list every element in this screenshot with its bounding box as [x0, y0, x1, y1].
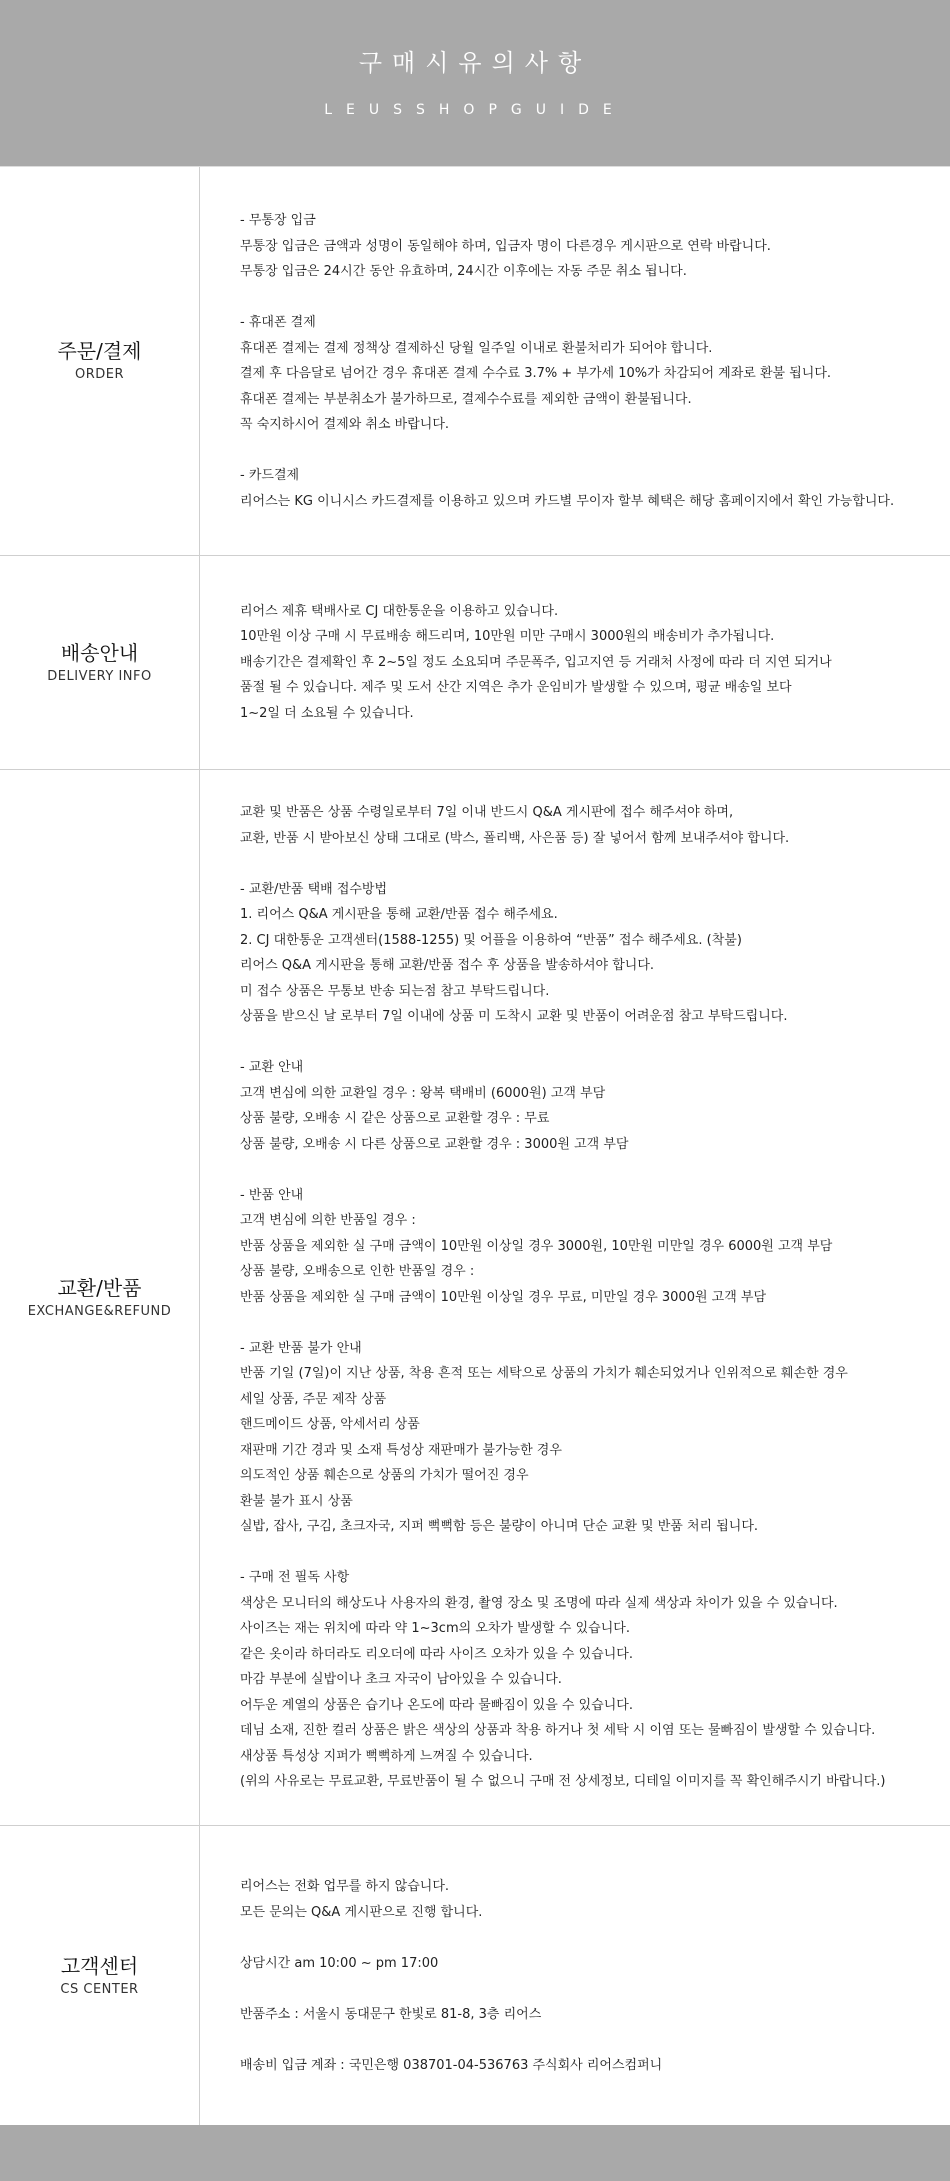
text-line: 휴대폰 결제는 결제 정책상 결제하신 당월 일주일 이내로 환불처리가 되어야 합니다. [240, 340, 713, 356]
text-line: 색상은 모니터의 해상도나 사용자의 환경, 촬영 장소 및 조명에 따라 실제 색상과 차이가 있을 수 있습니다. [240, 1595, 838, 1611]
text-line: 품절 될 수 있습니다. 제주 및 도서 산간 지역은 추가 운임비가 발생할 수 있으며, 평균 배송일 보다 [240, 680, 792, 696]
text-line: 마감 부분에 실밥이나 초크 자국이 남아있을 수 있습니다. [240, 1672, 562, 1688]
text-line: 휴대폰 결제는 부분취소가 불가하므로, 결제수수료를 제외한 금액이 환불됩니다. [240, 391, 692, 407]
text-line: 배송비 입금 계좌 : 국민은행 038701-04-536763 주식회사 리어스컴퍼니 [240, 2057, 663, 2073]
text-line: - 반품 안내 [240, 1187, 304, 1203]
section-body [200, 167, 950, 555]
blank-line [240, 1157, 930, 1183]
section-order [0, 167, 950, 556]
section-cs-center [0, 1826, 950, 2126]
text-line: 실밥, 잡사, 구김, 초크자국, 지퍼 뻑뻑함 등은 불량이 아니며 단순 교환 및 반품 처리 됩니다. [240, 1519, 759, 1535]
section-body [200, 1826, 950, 2126]
text-line: 리어스는 전화 업무를 하지 않습니다. [240, 1879, 450, 1894]
section-heading [0, 1826, 200, 2126]
text-line: 어두운 계열의 상품은 습기나 온도에 따라 물빠짐이 있을 수 있습니다. [240, 1697, 633, 1713]
section-heading [0, 770, 200, 1825]
section-title-ko: 고객센터 [60, 1954, 139, 1978]
text-line: 미 접수 상품은 무통보 반송 되는점 참고 부탁드립니다. [240, 983, 550, 999]
section-body [200, 770, 950, 1825]
text-line: 1~2일 더 소요될 수 있습니다. [240, 705, 414, 721]
text-line: 사이즈는 재는 위치에 따라 약 1~3cm의 오차가 발생할 수 있습니다. [240, 1621, 630, 1637]
text-line: - 교환 반품 불가 안내 [240, 1340, 362, 1356]
text-line: 환불 불가 표시 상품 [240, 1493, 353, 1509]
text-line: 무통장 입금은 금액과 성명이 동일해야 하며, 입금자 명이 다른경우 게시판으로 연락 바랍니다. [240, 238, 771, 254]
text-line: 배송기간은 결제확인 후 2~5일 정도 소요되며 주문폭주, 입고지연 등 거래처 사정에 따라 더 지연 되거나 [240, 654, 832, 670]
guide-sections [0, 166, 950, 2126]
text-line: 리어스는 KG 이니시스 카드결제를 이용하고 있으며 카드별 무이자 할부 혜택은 해당 홈페이지에서 확인 가능합니다. [240, 493, 895, 509]
blank-line [240, 851, 930, 877]
text-line: 핸드메이드 상품, 악세서리 상품 [240, 1417, 420, 1433]
section-title-ko: 주문/결제 [57, 339, 142, 363]
section-body [200, 556, 950, 769]
section-title-en: ORDER [74, 367, 125, 382]
text-line: 세일 상품, 주문 제작 상품 [240, 1391, 387, 1407]
section-heading [0, 167, 200, 555]
text-line: - 무통장 입금 [240, 213, 316, 228]
blank-line [240, 438, 930, 464]
text-line: 상품 불량, 오배송 시 다른 상품으로 교환할 경우 : 3000원 고객 부담 [240, 1136, 629, 1152]
section-title-ko: 배송안내 [60, 640, 139, 665]
section-title-en: CS CENTER [60, 1982, 139, 1997]
text-line: 재판매 기간 경과 및 소재 특성상 재판매가 불가능한 경우 [240, 1442, 562, 1458]
text-line: 꼭 숙지하시어 결제와 취소 바랍니다. [240, 417, 450, 432]
text-line: (위의 사유로는 무료교환, 무료반품이 될 수 없으니 구매 전 상세정보, 디테일 이미지를 꼭 확인해주시기 바랍니다.) [240, 1774, 886, 1790]
section-title-en: EXCHANGE&REFUND [27, 1303, 172, 1319]
text-line: 교환, 반품 시 받아보신 상태 그대로 (박스, 폴리백, 사은품 등) 잘 넣어서 함께 보내주셔야 합니다. [240, 830, 790, 846]
section-title-en: DELIVERY INFO [47, 668, 152, 684]
text-line: 1. 리어스 Q&A 게시판을 통해 교환/반품 접수 해주세요. [240, 907, 558, 923]
text-line: 데님 소재, 진한 컬러 상품은 밝은 색상의 상품과 착용 하거나 첫 세탁 시 이염 또는 물빠짐이 발생할 수 있습니다. [240, 1723, 876, 1739]
section-heading [0, 556, 200, 769]
page-footer-bar [0, 2125, 950, 2181]
text-line: 결제 후 다음달로 넘어간 경우 휴대폰 결제 수수료 3.7% + 부가세 10%가 차감되어 계좌로 환불 됩니다. [240, 366, 832, 381]
section-delivery [0, 556, 950, 770]
text-line: - 구매 전 필독 사항 [240, 1570, 350, 1586]
text-line: 상담시간 am 10:00 ~ pm 17:00 [240, 1955, 439, 1971]
blank-line [240, 1540, 930, 1566]
text-line: 10만원 이상 구매 시 무료배송 해드리며, 10만원 미만 구매시 3000원의 배송비가 추가됩니다. [240, 629, 775, 645]
text-line: 리어스 Q&A 게시판을 통해 교환/반품 접수 후 상품을 발송하셔야 합니다. [240, 958, 655, 974]
text-line: 상품 불량, 오배송 시 같은 상품으로 교환할 경우 : 무료 [240, 1111, 550, 1127]
text-line: 고객 변심에 의한 반품일 경우 : [240, 1213, 416, 1229]
blank-line [240, 1030, 930, 1056]
blank-line [240, 285, 930, 311]
text-line: 새상품 특성상 지퍼가 뻑뻑하게 느껴질 수 있습니다. [240, 1748, 533, 1764]
text-line: 상품을 받으신 날 로부터 7일 이내에 상품 미 도착시 교환 및 반품이 어려운점 참고 부탁드립니다. [240, 1009, 788, 1025]
blank-line [240, 2027, 930, 2053]
text-line: 모든 문의는 Q&A 게시판으로 진행 합니다. [240, 1904, 483, 1920]
section-title-ko: 교환/반품 [57, 1275, 142, 1300]
text-line: 무통장 입금은 24시간 동안 유효하며, 24시간 이후에는 자동 주문 취소 됩니다. [240, 264, 687, 279]
text-line: 상품 불량, 오배송으로 인한 반품일 경우 : [240, 1264, 475, 1280]
text-line: 고객 변심에 의한 교환일 경우 : 왕복 택배비 (6000원) 고객 부담 [240, 1085, 606, 1101]
text-line: 반품주소 : 서울시 동대문구 한빛로 81-8, 3층 리어스 [240, 2006, 542, 2022]
blank-line [240, 1925, 930, 1951]
blank-line [240, 1310, 930, 1336]
text-line: - 교환 안내 [240, 1060, 304, 1076]
blank-line [240, 1976, 930, 2002]
text-line: 반품 상품을 제외한 실 구매 금액이 10만원 이상일 경우 3000원, 10만원 미만일 경우 6000원 고객 부담 [240, 1238, 833, 1254]
section-exchange-refund [0, 770, 950, 1826]
text-line: 반품 기일 (7일)이 지난 상품, 착용 흔적 또는 세탁으로 상품의 가치가 훼손되었거나 인위적으로 훼손한 경우 [240, 1366, 848, 1382]
page-subtitle: LEUSSHOPGUIDE [324, 102, 626, 118]
text-line: 반품 상품을 제외한 실 구매 금액이 10만원 이상일 경우 무료, 미만일 경우 3000원 고객 부담 [240, 1289, 767, 1305]
text-line: - 카드결제 [240, 468, 300, 483]
text-line: - 휴대폰 결제 [240, 315, 316, 330]
text-line: 의도적인 상품 훼손으로 상품의 가치가 떨어진 경우 [240, 1468, 529, 1484]
text-line: 같은 옷이라 하더라도 리오더에 따라 사이즈 오차가 있을 수 있습니다. [240, 1646, 633, 1662]
page-title: 구매시유의사항 [358, 49, 592, 77]
text-line: 2. CJ 대한통운 고객센터(1588-1255) 및 어플을 이용하여 “반품” 접수 해주세요. (착불) [240, 932, 742, 948]
text-line: 교환 및 반품은 상품 수령일로부터 7일 이내 반드시 Q&A 게시판에 접수 해주셔야 하며, [240, 805, 734, 821]
page-header [0, 0, 950, 166]
text-line: - 교환/반품 택배 접수방법 [240, 881, 388, 897]
text-line: 리어스 제휴 택배사로 CJ 대한통운을 이용하고 있습니다. [240, 603, 559, 619]
